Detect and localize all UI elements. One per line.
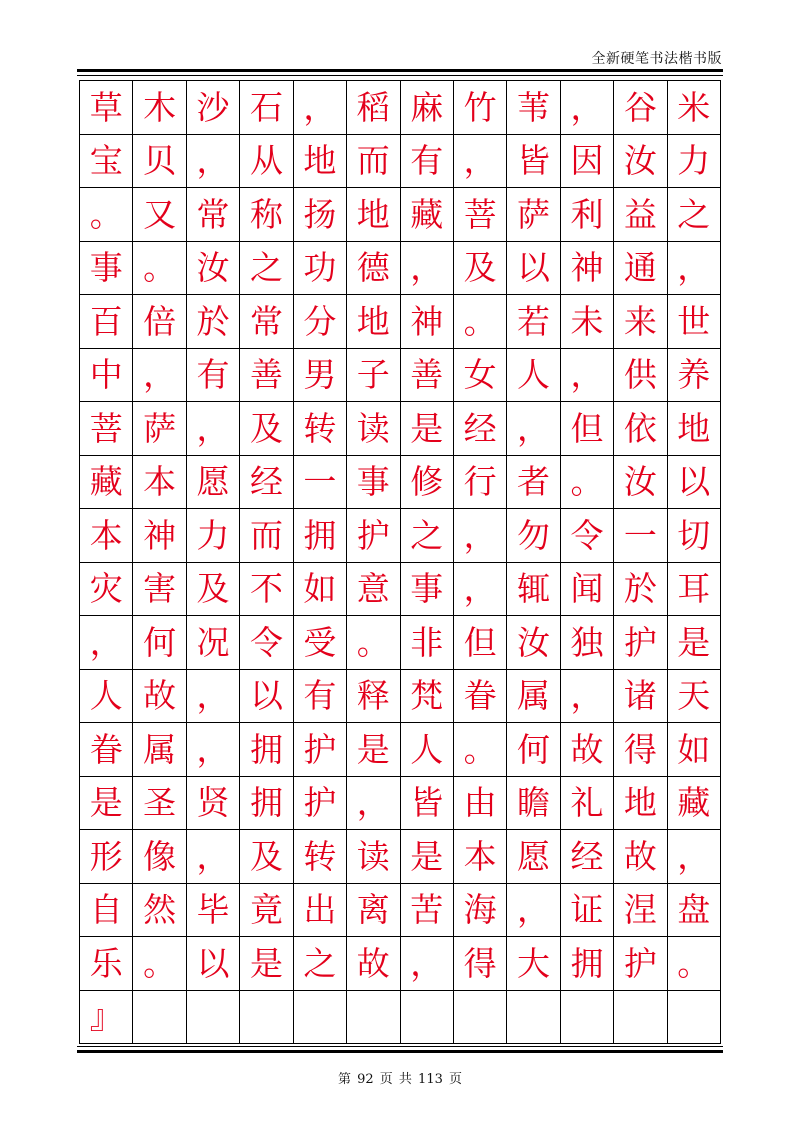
grid-cell: 百 (80, 295, 133, 349)
grid-cell: 属 (133, 723, 186, 777)
grid-cell: 但 (454, 616, 507, 670)
grid-cell: 害 (133, 563, 186, 617)
grid-cell: 皆 (401, 777, 454, 831)
grid-cell: 不 (240, 563, 293, 617)
grid-cell: 沙 (187, 81, 240, 135)
grid-cell: ， (294, 81, 347, 135)
grid-cell (294, 991, 347, 1045)
grid-cell: 离 (347, 884, 400, 938)
grid-cell: ， (668, 242, 721, 296)
grid-cell: 梵 (401, 670, 454, 724)
bottom-rule-thin (77, 1046, 723, 1047)
header-title: 全新硬笔书法楷书版 (591, 51, 722, 67)
grid-cell: 而 (347, 135, 400, 189)
grid-cell: 扬 (294, 188, 347, 242)
grid-cell: 木 (133, 81, 186, 135)
grid-cell: 切 (668, 509, 721, 563)
grid-cell: ， (80, 616, 133, 670)
grid-cell: 供 (614, 349, 667, 403)
grid-cell: 地 (347, 188, 400, 242)
grid-cell: 诸 (614, 670, 667, 724)
grid-cell: 德 (347, 242, 400, 296)
grid-cell: 盘 (668, 884, 721, 938)
grid-cell: 人 (507, 349, 560, 403)
grid-cell (614, 991, 667, 1045)
grid-cell: 及 (240, 830, 293, 884)
grid-cell: 读 (347, 402, 400, 456)
grid-cell: 草 (80, 81, 133, 135)
grid-cell: 是 (401, 830, 454, 884)
grid-cell: 於 (187, 295, 240, 349)
grid-cell: 形 (80, 830, 133, 884)
grid-cell: 宝 (80, 135, 133, 189)
grid-cell: 子 (347, 349, 400, 403)
grid-cell: 汝 (507, 616, 560, 670)
grid-cell: 拥 (561, 937, 614, 991)
grid-cell: 是 (668, 616, 721, 670)
grid-cell: 菩 (80, 402, 133, 456)
grid-cell: 贝 (133, 135, 186, 189)
grid-cell: ， (347, 777, 400, 831)
grid-cell: 眷 (454, 670, 507, 724)
grid-cell: 神 (133, 509, 186, 563)
grid-cell: 拥 (294, 509, 347, 563)
grid-cell: ， (561, 81, 614, 135)
grid-cell: 自 (80, 884, 133, 938)
grid-cell: 女 (454, 349, 507, 403)
grid-cell: ， (561, 349, 614, 403)
grid-cell: 然 (133, 884, 186, 938)
grid-cell: 地 (347, 295, 400, 349)
grid-cell: 。 (80, 188, 133, 242)
grid-cell: ， (187, 670, 240, 724)
grid-cell (240, 991, 293, 1045)
grid-cell: ， (454, 509, 507, 563)
grid-cell: ， (507, 402, 560, 456)
grid-cell: 拥 (240, 777, 293, 831)
grid-cell: 神 (561, 242, 614, 296)
grid-cell: 而 (240, 509, 293, 563)
grid-cell (668, 991, 721, 1045)
grid-cell: 护 (614, 937, 667, 991)
grid-cell: 大 (507, 937, 560, 991)
grid-cell: 本 (80, 509, 133, 563)
grid-cell: 一 (614, 509, 667, 563)
grid-cell: 皆 (507, 135, 560, 189)
grid-cell: 护 (294, 777, 347, 831)
grid-cell: 属 (507, 670, 560, 724)
grid-cell: 是 (401, 402, 454, 456)
grid-cell: 像 (133, 830, 186, 884)
grid-cell: 来 (614, 295, 667, 349)
grid-cell: ， (187, 402, 240, 456)
grid-cell: 善 (240, 349, 293, 403)
grid-cell: 功 (294, 242, 347, 296)
grid-cell: ， (187, 830, 240, 884)
grid-cell: 藏 (401, 188, 454, 242)
grid-cell: 苇 (507, 81, 560, 135)
grid-cell: ， (133, 349, 186, 403)
grid-cell: 何 (133, 616, 186, 670)
grid-cell: 事 (80, 242, 133, 296)
grid-cell: 养 (668, 349, 721, 403)
grid-cell: 护 (347, 509, 400, 563)
grid-cell: 。 (561, 456, 614, 510)
grid-cell: 是 (80, 777, 133, 831)
grid-cell: 有 (294, 670, 347, 724)
grid-cell: 若 (507, 295, 560, 349)
grid-cell (401, 991, 454, 1045)
grid-cell: 令 (240, 616, 293, 670)
grid-cell: ， (401, 242, 454, 296)
grid-cell: 瞻 (507, 777, 560, 831)
grid-cell (187, 991, 240, 1045)
grid-cell: 修 (401, 456, 454, 510)
grid-cell: 因 (561, 135, 614, 189)
grid-cell: 贤 (187, 777, 240, 831)
grid-cell: 地 (668, 402, 721, 456)
grid-cell: 常 (240, 295, 293, 349)
grid-cell: 竹 (454, 81, 507, 135)
grid-cell: 以 (507, 242, 560, 296)
grid-cell: 行 (454, 456, 507, 510)
grid-cell: 本 (133, 456, 186, 510)
grid-cell: 稻 (347, 81, 400, 135)
grid-cell: 之 (294, 937, 347, 991)
grid-cell: 藏 (80, 456, 133, 510)
grid-cell: 以 (240, 670, 293, 724)
grid-cell (561, 991, 614, 1045)
grid-cell: 出 (294, 884, 347, 938)
grid-cell: 辄 (507, 563, 560, 617)
grid-cell: 但 (561, 402, 614, 456)
grid-cell: 汝 (187, 242, 240, 296)
grid-cell: 非 (401, 616, 454, 670)
grid-cell: 汝 (614, 135, 667, 189)
grid-cell: 如 (668, 723, 721, 777)
grid-cell: 证 (561, 884, 614, 938)
grid-cell: 经 (454, 402, 507, 456)
grid-cell: 於 (614, 563, 667, 617)
grid-cell: 以 (668, 456, 721, 510)
grid-cell (133, 991, 186, 1045)
grid-cell: 藏 (668, 777, 721, 831)
grid-cell: 依 (614, 402, 667, 456)
grid-cell: 。 (133, 937, 186, 991)
grid-cell: 萨 (133, 402, 186, 456)
grid-cell: 灾 (80, 563, 133, 617)
grid-cell: 称 (240, 188, 293, 242)
grid-cell: 之 (240, 242, 293, 296)
grid-cell: 毕 (187, 884, 240, 938)
grid-cell: 。 (454, 295, 507, 349)
grid-cell: 未 (561, 295, 614, 349)
top-rule-thick (77, 69, 723, 72)
grid-cell: 又 (133, 188, 186, 242)
grid-cell: 谷 (614, 81, 667, 135)
grid-cell: 常 (187, 188, 240, 242)
grid-cell: ， (187, 723, 240, 777)
grid-cell (347, 991, 400, 1045)
grid-cell: ， (561, 670, 614, 724)
grid-cell: 故 (133, 670, 186, 724)
grid-cell: 经 (561, 830, 614, 884)
grid-cell: 释 (347, 670, 400, 724)
grid-cell: 之 (668, 188, 721, 242)
grid-cell: 拥 (240, 723, 293, 777)
grid-cell: 米 (668, 81, 721, 135)
grid-cell: 事 (347, 456, 400, 510)
grid-cell: 令 (561, 509, 614, 563)
grid-cell: 礼 (561, 777, 614, 831)
grid-cell: ， (507, 884, 560, 938)
grid-cell: 如 (294, 563, 347, 617)
grid-cell: 何 (507, 723, 560, 777)
grid-cell: 石 (240, 81, 293, 135)
grid-cell: 乐 (80, 937, 133, 991)
grid-cell: 及 (187, 563, 240, 617)
grid-cell: 从 (240, 135, 293, 189)
grid-cell: 苦 (401, 884, 454, 938)
grid-cell: 故 (347, 937, 400, 991)
grid-cell: 麻 (401, 81, 454, 135)
grid-cell: 。 (133, 242, 186, 296)
grid-cell: 眷 (80, 723, 133, 777)
grid-cell: 转 (294, 402, 347, 456)
top-rule-thin (77, 75, 723, 76)
grid-cell: 护 (614, 616, 667, 670)
grid-cell: 力 (187, 509, 240, 563)
grid-cell: 海 (454, 884, 507, 938)
grid-cell: 善 (401, 349, 454, 403)
grid-cell: 地 (294, 135, 347, 189)
grid-cell: 得 (454, 937, 507, 991)
grid-cell: 地 (614, 777, 667, 831)
grid-cell (454, 991, 507, 1045)
grid-cell: 经 (240, 456, 293, 510)
grid-cell: ， (401, 937, 454, 991)
grid-cell: 竟 (240, 884, 293, 938)
grid-cell: 分 (294, 295, 347, 349)
grid-cell: 。 (668, 937, 721, 991)
grid-cell: 况 (187, 616, 240, 670)
grid-cell: 。 (454, 723, 507, 777)
grid-cell: 力 (668, 135, 721, 189)
grid-cell: 神 (401, 295, 454, 349)
grid-cell: 读 (347, 830, 400, 884)
grid-cell: ， (454, 135, 507, 189)
grid-cell: ， (187, 135, 240, 189)
grid-cell: 倍 (133, 295, 186, 349)
grid-cell (507, 991, 560, 1045)
grid-cell: 独 (561, 616, 614, 670)
grid-cell: 故 (614, 830, 667, 884)
grid-cell: 世 (668, 295, 721, 349)
grid-cell: 天 (668, 670, 721, 724)
grid-cell: 』 (80, 991, 133, 1045)
grid-cell: 益 (614, 188, 667, 242)
grid-cell: 勿 (507, 509, 560, 563)
grid-cell: 是 (240, 937, 293, 991)
grid-cell: 利 (561, 188, 614, 242)
calligraphy-grid (79, 80, 721, 1044)
grid-cell: 事 (401, 563, 454, 617)
grid-cell: 涅 (614, 884, 667, 938)
grid-cell: 圣 (133, 777, 186, 831)
grid-cell: 萨 (507, 188, 560, 242)
grid-cell: 中 (80, 349, 133, 403)
grid-cell: 者 (507, 456, 560, 510)
grid-cell: 护 (294, 723, 347, 777)
grid-cell: 通 (614, 242, 667, 296)
grid-cell: 一 (294, 456, 347, 510)
grid-cell: 以 (187, 937, 240, 991)
grid-cell: 。 (347, 616, 400, 670)
grid-cell: 愿 (187, 456, 240, 510)
grid-cell: 及 (454, 242, 507, 296)
grid-cell: ， (454, 563, 507, 617)
grid-cell: 菩 (454, 188, 507, 242)
grid-cell: 人 (80, 670, 133, 724)
grid-cell: 得 (614, 723, 667, 777)
grid-cell: 愿 (507, 830, 560, 884)
grid-cell: 由 (454, 777, 507, 831)
grid-cell: 人 (401, 723, 454, 777)
bottom-rule-thick (77, 1050, 723, 1053)
grid-cell: 受 (294, 616, 347, 670)
grid-cell: 及 (240, 402, 293, 456)
grid-cell: ， (668, 830, 721, 884)
grid-cell: 闻 (561, 563, 614, 617)
grid-cell: 汝 (614, 456, 667, 510)
grid-cell: 之 (401, 509, 454, 563)
grid-cell: 有 (187, 349, 240, 403)
grid-cell: 有 (401, 135, 454, 189)
grid-cell: 耳 (668, 563, 721, 617)
grid-cell: 转 (294, 830, 347, 884)
grid-cell: 意 (347, 563, 400, 617)
grid-cell: 本 (454, 830, 507, 884)
grid-cell: 故 (561, 723, 614, 777)
page-number: 第 92 页 共 113 页 (337, 1072, 463, 1087)
grid-cell: 男 (294, 349, 347, 403)
grid-cell: 是 (347, 723, 400, 777)
